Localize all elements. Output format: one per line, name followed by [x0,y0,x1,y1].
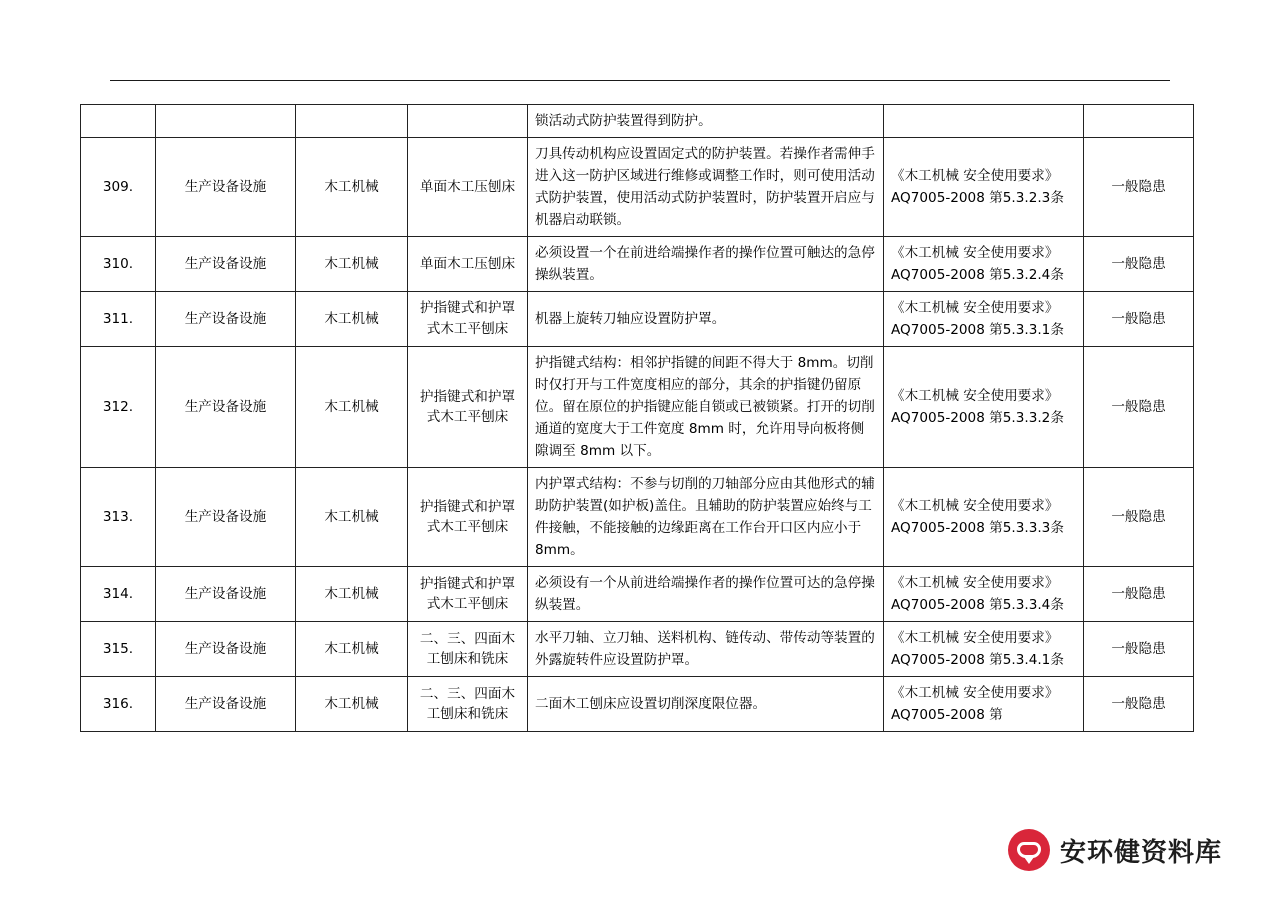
cell-category: 生产设备设施 [156,292,296,347]
cell-description: 刀具传动机构应设置固定式的防护装置。若操作者需伸手进入这一防护区域进行维修或调整工作时，则可使用活动式防护装置，使用活动式防护装置时，防护装置开启应与机器启动联锁。 [528,138,884,237]
cell-device: 护指键式和护罩式木工平刨床 [408,292,528,347]
wechat-badge-icon [1008,829,1050,871]
table-row [81,468,1194,567]
cell-category: 生产设备设施 [156,677,296,732]
watermark [1008,829,1222,871]
cell-subcategory: 木工机械 [296,677,408,732]
cell-standard: 《木工机械 安全使用要求》AQ7005-2008 第 [884,677,1084,732]
cell-device: 护指键式和护罩式木工平刨床 [408,468,528,567]
header-rule [110,80,1170,81]
cell-standard: 《木工机械 安全使用要求》AQ7005-2008 第5.3.4.1条 [884,622,1084,677]
cell-description: 护指键式结构：相邻护指键的间距不得大于 8mm。切削时仅打开与工件宽度相应的部分，其余的护指键仍留原位。留在原位的护指键应能自锁或已被锁紧。打开的切削通道的宽度大于工件宽度 8mm 时，允许用导向板将侧隙调至 8mm 以下。 [528,347,884,468]
cell-description: 机器上旋转刀轴应设置防护罩。 [528,292,884,347]
cell-subcategory: 木工机械 [296,292,408,347]
cell-subcategory: 木工机械 [296,622,408,677]
cell-standard: 《木工机械 安全使用要求》AQ7005-2008 第5.3.3.3条 [884,468,1084,567]
table-row [81,567,1194,622]
cell-category: 生产设备设施 [156,567,296,622]
cell-device: 二、三、四面木工刨床和铣床 [408,622,528,677]
cell-no: 310. [81,237,156,292]
cell-level: 一般隐患 [1084,622,1194,677]
cell-no: 316. [81,677,156,732]
cell-subcategory: 木工机械 [296,237,408,292]
cell-device: 二、三、四面木工刨床和铣床 [408,677,528,732]
table-container [80,104,1193,732]
table-row [81,347,1194,468]
cell-device: 单面木工压刨床 [408,237,528,292]
cell-no: 309. [81,138,156,237]
cell-description: 二面木工刨床应设置切削深度限位器。 [528,677,884,732]
cell-level: 一般隐患 [1084,677,1194,732]
cell-standard: 《木工机械 安全使用要求》AQ7005-2008 第5.3.2.3条 [884,138,1084,237]
cell-category: 生产设备设施 [156,622,296,677]
cell-device: 单面木工压刨床 [408,138,528,237]
cell-description: 水平刀轴、立刀轴、送料机构、链传动、带传动等装置的外露旋转件应设置防护罩。 [528,622,884,677]
cell-subcategory: 木工机械 [296,347,408,468]
cell-level: 一般隐患 [1084,468,1194,567]
cell-no: 312. [81,347,156,468]
cell-subcategory: 木工机械 [296,468,408,567]
table-row [81,622,1194,677]
cell-no: 311. [81,292,156,347]
cell-standard: 《木工机械 安全使用要求》AQ7005-2008 第5.3.2.4条 [884,237,1084,292]
cell-category: 生产设备设施 [156,237,296,292]
table-row-continued [81,105,1194,138]
cell-description: 必须设有一个从前进给端操作者的操作位置可达的急停操纵装置。 [528,567,884,622]
cell-level: 一般隐患 [1084,567,1194,622]
cell-standard: 《木工机械 安全使用要求》AQ7005-2008 第5.3.3.4条 [884,567,1084,622]
hazard-checklist-table [80,104,1194,732]
cell-category [156,105,296,138]
cell-subcategory: 木工机械 [296,567,408,622]
cell-standard [884,105,1084,138]
cell-standard: 《木工机械 安全使用要求》AQ7005-2008 第5.3.3.2条 [884,347,1084,468]
table-row [81,677,1194,732]
cell-description-continued: 锁活动式防护装置得到防护。 [528,105,884,138]
cell-level: 一般隐患 [1084,237,1194,292]
cell-standard: 《木工机械 安全使用要求》AQ7005-2008 第5.3.3.1条 [884,292,1084,347]
cell-subcategory: 木工机械 [296,138,408,237]
cell-level [1084,105,1194,138]
cell-level: 一般隐患 [1084,347,1194,468]
cell-subcategory [296,105,408,138]
cell-no: 315. [81,622,156,677]
cell-description: 必须设置一个在前进给端操作者的操作位置可触达的急停操纵装置。 [528,237,884,292]
table-row [81,292,1194,347]
cell-device [408,105,528,138]
cell-no [81,105,156,138]
cell-device: 护指键式和护罩式木工平刨床 [408,567,528,622]
cell-no: 313. [81,468,156,567]
cell-level: 一般隐患 [1084,138,1194,237]
table-row [81,138,1194,237]
cell-category: 生产设备设施 [156,138,296,237]
cell-device: 护指键式和护罩式木工平刨床 [408,347,528,468]
watermark-label: 安环健资料库 [1059,837,1222,868]
cell-description: 内护罩式结构：不参与切削的刀轴部分应由其他形式的辅助防护装置(如护板)盖住。且辅助的防护装置应始终与工件接触，不能接触的边缘距离在工作台开口区内应小于 8mm。 [528,468,884,567]
table-row [81,237,1194,292]
cell-category: 生产设备设施 [156,468,296,567]
cell-level: 一般隐患 [1084,292,1194,347]
cell-no: 314. [81,567,156,622]
cell-category: 生产设备设施 [156,347,296,468]
